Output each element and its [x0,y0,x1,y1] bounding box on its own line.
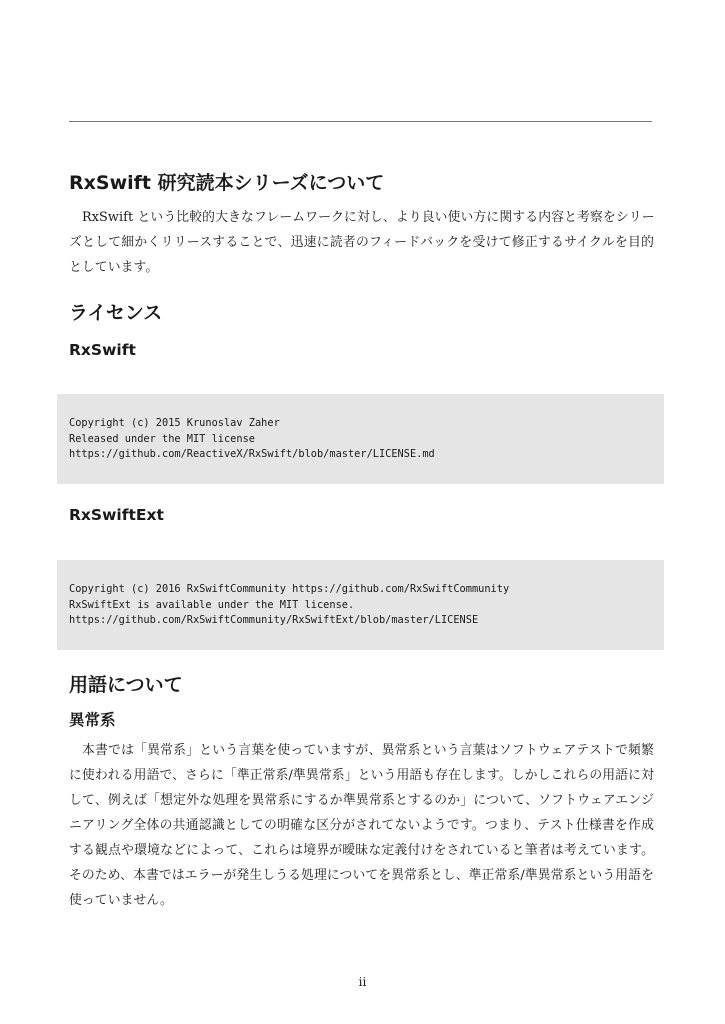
terms-line: 対して、例えば「想定外な処理を異常系にするか準異常系とするのか」について、ソフトウェアエン [69,768,654,808]
header-rule [69,121,652,122]
series-paragraph [69,205,654,280]
rxswiftext-license-code [57,560,664,650]
series-heading: RxSwift 研究読本シリーズについて [69,172,385,194]
terms-line: 用語を使っていません。 [69,868,655,908]
terms-subheading: 異常系 [69,711,116,729]
code-line: Copyright (c) 2015 Krunoslav Zaher [69,417,280,429]
terms-line: 本書では「異常系」という言葉を使っていますが、異常系という言葉はソフトウェアテストで頻繁 [82,743,654,758]
terms-line: に使われる用語で、さらに「準正常系/準異常系」という用語も存在します。しかしこれらの用語に [69,768,642,783]
rxswift-license-code [57,394,664,484]
series-line: としています。 [69,260,159,275]
terms-line: す。そのため、本書ではエラーが発生しうる処理についてを異常系とし、準正常系/準異常系という [69,843,654,883]
rxswiftext-heading: RxSwiftExt [69,506,164,524]
code-line: Released under the MIT license [69,432,255,445]
page-number: ii [358,975,367,989]
code-line: RxSwiftExt is available under the MIT license. [69,598,355,611]
terms-paragraph [69,738,654,913]
rxswift-heading: RxSwift [69,341,136,359]
terms-line: 成する観点や環境などによって、これらは境界が曖昧な定義付けをされていると筆者は考えていま [69,818,654,858]
terms-line: ジニアリング全体の共通認識としての明確な区分がされてないようです。つまり、テスト仕様書を作 [69,793,654,833]
code-line: https://github.com/RxSwiftCommunity/RxSwiftExt/blob/master/LICENSE [69,614,479,626]
code-line: Copyright (c) 2016 RxSwiftCommunity https://github.com/RxSwiftCommunity [69,583,510,595]
series-line: RxSwift という比較的大きなフレームワークに対し、より良い使い方に関する内容と考察をシリー [82,210,654,225]
series-line: ズとして細かくリリースすることで、迅速に読者のフィードバックを受けて修正するサイクルを目的 [69,235,654,250]
license-heading: ライセンス [69,302,163,324]
code-line: https://github.com/ReactiveX/RxSwift/blob/master/LICENSE.md [69,448,435,460]
terms-heading: 用語について [69,674,183,696]
